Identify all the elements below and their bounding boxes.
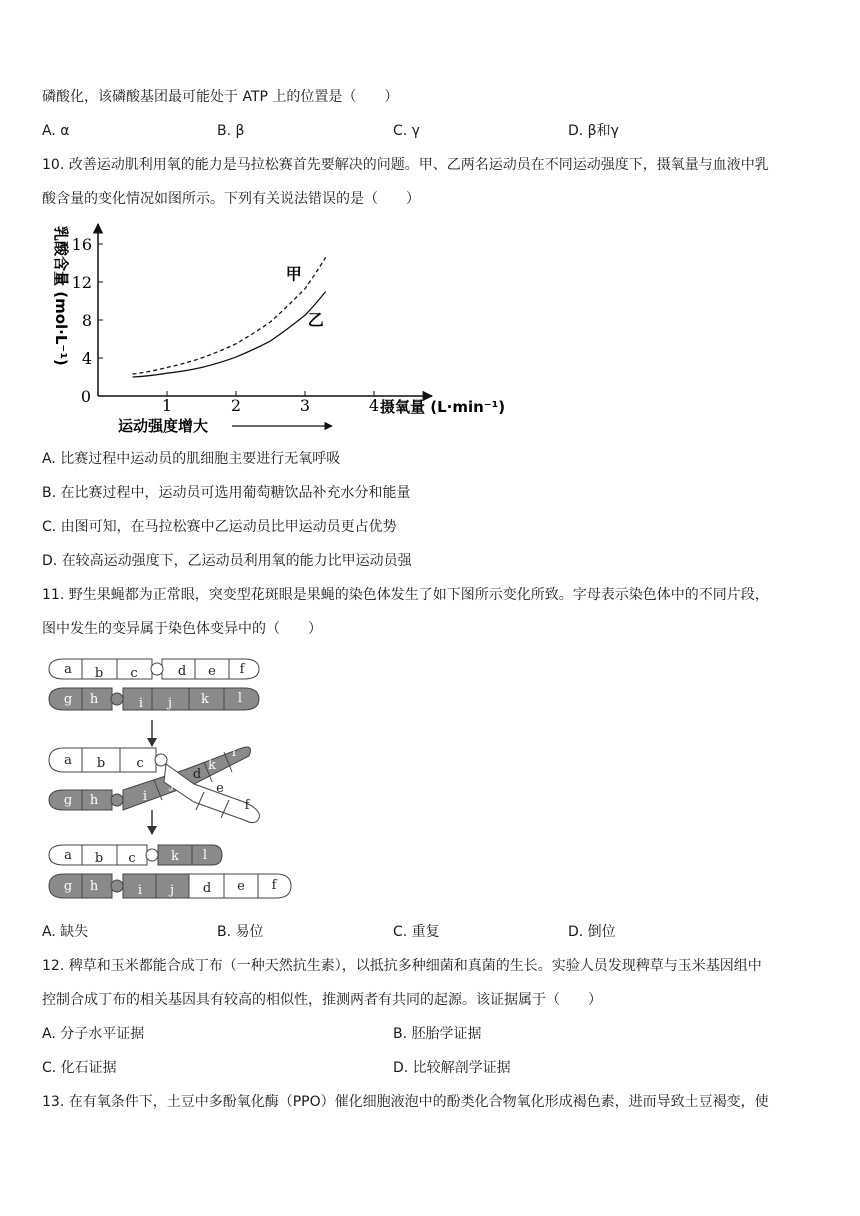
row1-chromosome-bottom <box>49 688 259 710</box>
seg-r1-d: d <box>177 664 187 679</box>
series-label: 乙 <box>307 310 324 330</box>
q10-stem-line1: 10. 改善运动肌利用氧的能力是马拉松赛首先要解决的问题。甲、乙两名运动员在不同运动强度下，摄氧量与血液中乳 <box>42 157 769 173</box>
seg-r2-d: d <box>192 767 202 782</box>
seg-r3-f: f <box>271 878 277 893</box>
seg-r2-a: a <box>64 753 72 768</box>
seg-r1-h: h <box>89 692 99 707</box>
q10-option-a: A. 比赛过程中运动员的肌细胞主要进行无氧呼吸 <box>42 451 341 467</box>
seg-r3-i: i <box>137 883 143 898</box>
q12-stem-line1: 12. 稗草和玉米都能合成丁布（一种天然抗生素），以抵抗多种细菌和真菌的生长。实验人员发现稗草与玉米基因组中 <box>42 958 762 974</box>
seg-r3-j: j <box>169 883 175 898</box>
seg-r2-k: k <box>208 758 216 773</box>
seg-r1-f: f <box>239 662 245 677</box>
seg-r3-l: l <box>202 848 208 863</box>
q10-option-b: B. 在比赛过程中，运动员可选用葡萄糖饮品补充水分和能量 <box>42 485 411 501</box>
y-tick-label: 12 <box>71 273 92 292</box>
series-line-yi <box>133 292 326 378</box>
q9-option-c: C. γ <box>393 123 420 139</box>
seg-r2-c: c <box>136 756 144 771</box>
q9-option-d: D. β和γ <box>568 123 619 139</box>
y-axis-label: 乳酸含量 (mol·L⁻¹) <box>52 226 70 366</box>
seg-r1-i: i <box>138 696 144 711</box>
seg-r3-e: e <box>237 879 245 894</box>
seg-r1-g: g <box>63 692 73 707</box>
origin-label: 0 <box>80 387 92 406</box>
q12-stem-line2: 控制合成丁布的相关基因具有较高的相似性，推测两者有共同的起源。该证据属于（ ） <box>42 992 602 1008</box>
x-axis-label: 摄氧量 (L·min⁻¹) <box>380 398 506 416</box>
seg-r2-i: i <box>142 789 148 804</box>
q9-option-b: B. β <box>217 123 245 139</box>
seg-r1-c: c <box>130 666 138 681</box>
seg-r2-l: l <box>231 745 237 760</box>
seg-r1-b: b <box>94 666 104 681</box>
q10-stem-line2: 酸含量的变化情况如图所示。下列有关说法错误的是（ ） <box>42 191 420 207</box>
q13-stem-line1: 13. 在有氧条件下，土豆中多酚氧化酶（PPO）催化细胞液泡中的酚类化合物氧化形成褐色素，进而导致土豆褐变，使 <box>42 1094 769 1110</box>
seg-r3-a: a <box>64 848 72 863</box>
q12-option-d: D. 比较解剖学证据 <box>393 1060 511 1076</box>
seg-r2-j: j <box>169 777 175 792</box>
seg-r1-e: e <box>208 664 216 679</box>
seg-r3-k: k <box>171 849 179 864</box>
seg-r1-k: k <box>201 692 209 707</box>
seg-r2-g: g <box>63 793 73 808</box>
seg-r2-h: h <box>89 793 99 808</box>
seg-r3-h: h <box>89 879 99 894</box>
seg-r3-d: d <box>202 881 212 896</box>
row2-chromosomes <box>49 747 259 823</box>
x-tick-label: 2 <box>230 396 242 415</box>
seg-r3-c: c <box>128 851 136 866</box>
x-tick-label: 3 <box>299 396 311 415</box>
q10-option-c: C. 由图可知，在马拉松赛中乙运动员比甲运动员更占优势 <box>42 519 397 535</box>
q9-option-a: A. α <box>42 123 70 139</box>
x-tick-label: 1 <box>161 396 173 415</box>
seg-r3-b: b <box>94 851 104 866</box>
y-tick-label: 16 <box>71 235 92 254</box>
seg-r2-e: e <box>216 781 224 796</box>
seg-r2-b: b <box>96 756 106 771</box>
q11-option-b: B. 易位 <box>217 924 264 940</box>
arrow-label: 运动强度增大 <box>118 417 209 435</box>
y-tick-label: 4 <box>81 349 92 368</box>
seg-r1-a: a <box>64 662 72 677</box>
y-tick-label: 8 <box>81 311 92 330</box>
q12-option-a: A. 分子水平证据 <box>42 1026 145 1042</box>
seg-r3-g: g <box>63 879 73 894</box>
q12-option-c: C. 化石证据 <box>42 1060 117 1076</box>
q9-stem: 磷酸化，该磷酸基团最可能处于 ATP 上的位置是（ ） <box>42 89 399 105</box>
seg-r1-l: l <box>237 691 243 706</box>
q12-option-b: B. 胚胎学证据 <box>393 1026 482 1042</box>
q11-option-c: C. 重复 <box>393 924 440 940</box>
lactate-chart <box>42 218 562 438</box>
q11-stem-line2: 图中发生的变异属于染色体变异中的（ ） <box>42 621 322 637</box>
seg-r2-f: f <box>244 798 250 813</box>
q10-option-d: D. 在较高运动强度下，乙运动员利用氧的能力比甲运动员强 <box>42 553 412 569</box>
seg-r1-j: j <box>167 696 173 711</box>
row1-chromosome-top <box>49 659 259 679</box>
q11-stem-line1: 11. 野生果蝇都为正常眼，突变型花斑眼是果蝇的染色体发生了如下图所示变化所致。字母表示染色体中的不同片段， <box>42 587 769 603</box>
series-label: 甲 <box>285 264 302 284</box>
x-tick-label: 4 <box>368 396 380 415</box>
chromosome-diagram <box>44 652 304 907</box>
q11-option-d: D. 倒位 <box>568 924 616 940</box>
q11-option-a: A. 缺失 <box>42 924 89 940</box>
